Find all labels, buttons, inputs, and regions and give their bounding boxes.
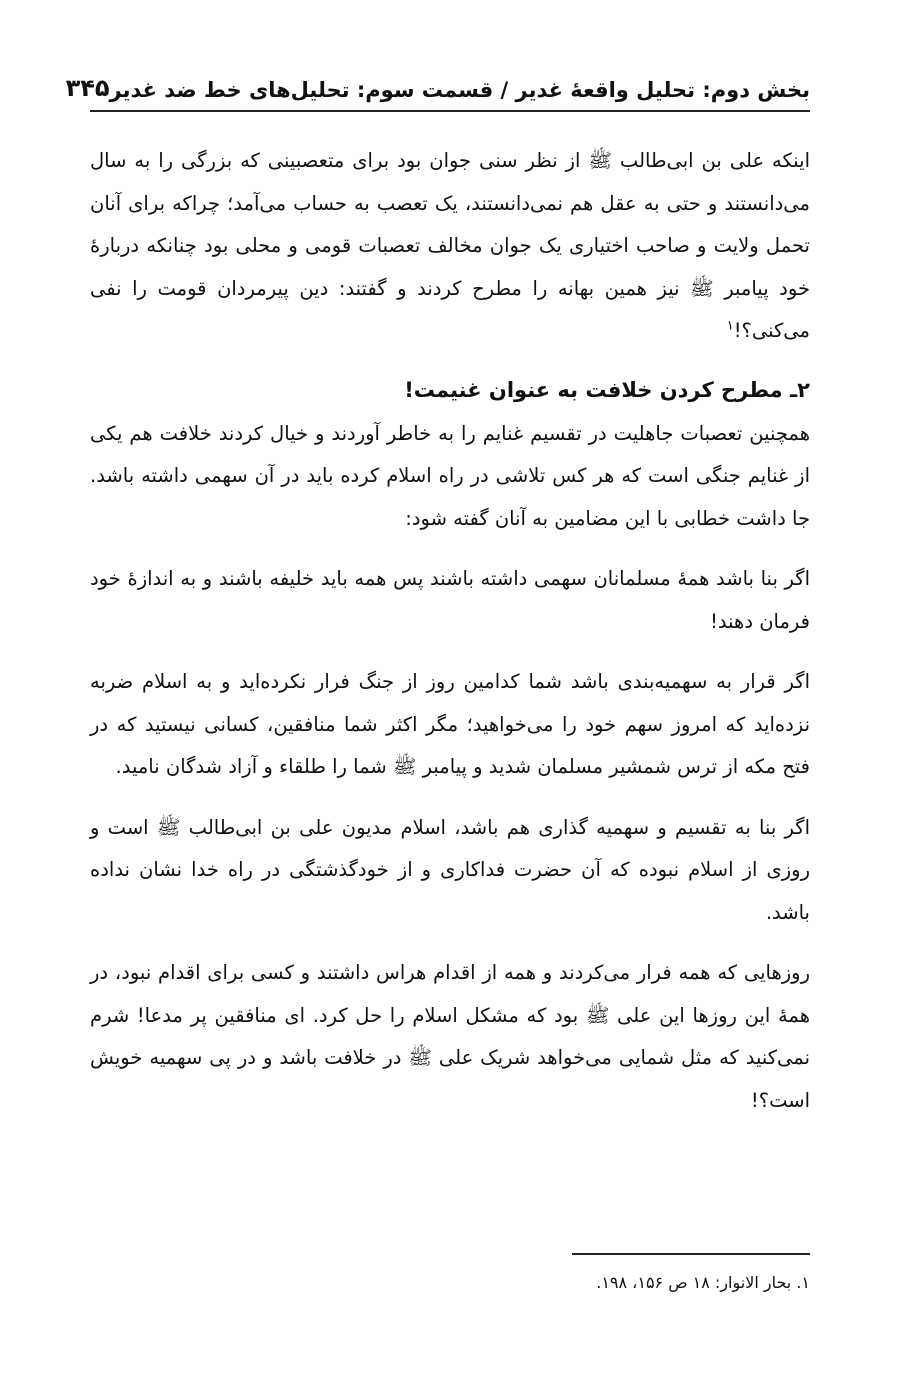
footnote-reference: ۱ [726,318,734,334]
page-body [90,140,810,1122]
quote-paragraph-1: اگر بنا باشد همهٔ مسلمانان سهمی داشته باشند پس همه باید خلیفه باشند و به اندازهٔ خود فرمان دهند! [90,567,810,633]
quote-paragraph-4: روزهایی که همه فرار می‌کردند و همه از اقدام هراس داشتند و کسی برای اقدام نبود، در همهٔ این روزها این علی ﷺ بود که مشکل اسلام را حل کرد. ای منافقین پر مدعا! شرم نمی‌کنید که مثل شمایی می‌خواهد شریک علی ﷺ در خلافت باشد و در پی سهمیه خویش است؟! [90,961,810,1112]
quote-paragraph-3: اگر بنا به تقسیم و سهمیه گذاری هم باشد، اسلام مدیون علی بن ابی‌طالب ﷺ است و روزی از اسلام نبوده که آن حضرت فداکاری و از خودگذشتگی در راه خدا نشان نداده باشد. [90,815,810,924]
footnote-divider-line [572,1253,810,1255]
footnote: ۱. بحار الانوار: ۱۸ ص ۱۵۶، ۱۹۸. [596,1273,810,1292]
running-title: بخش دوم: تحلیل واقعهٔ غدیر / قسمت سوم: تحلیل‌های خط ضد غدیر [109,78,810,102]
paragraph: همچنین تعصبات جاهلیت در تقسیم غنایم را به خاطر آوردند و خیال کردند خلافت هم یکی از غنایم جنگی است که هر کس تلاشی در راه اسلام کرده باید در آن سهمی داشته باشد. جا داشت خطابی با این مضامین به آنان گفته شود: [90,421,810,530]
intro-paragraph [90,140,810,353]
page-header [65,60,810,112]
page-number: ۳۴۵ [65,74,110,102]
quote-paragraph-2: اگر قرار به سهمیه‌بندی باشد شما کدامین روز از جنگ فرار نکرده‌اید و به اسلام ضربه نزده‌اید که امروز سهم خود را می‌خواهید؛ مگر اکثر شما منافقین، کسانی نیستید که در فتح مکه از ترس شمشیر مسلمان شدید و پیامبر ﷺ شما را طلقاء و آزاد شدگان نامید. [90,670,810,778]
section-heading: ۲ـ مطرح کردن خلافت به عنوان غنیمت! [404,377,810,402]
page [65,60,810,1122]
intro-paragraph-text: اینکه علی بن ابی‌طالب ﷺ از نظر سنی جوان بود برای متعصبینی که بزرگی را به سال می‌دانستند و حتی به عقل هم نمی‌دانستند، یک تعصب به حساب می‌آمد؛ چراکه برای آنان تحمل ولایت و صاحب اختیاری یک جوان مخالف تعصبات قومی و محلی بود چنانکه دربارهٔ خود پیامبر ﷺ نیز همین بهانه را مطرح کردند و گفتند: دین پیرمردان قومت را نفی می‌کنی؟! [90,149,810,342]
